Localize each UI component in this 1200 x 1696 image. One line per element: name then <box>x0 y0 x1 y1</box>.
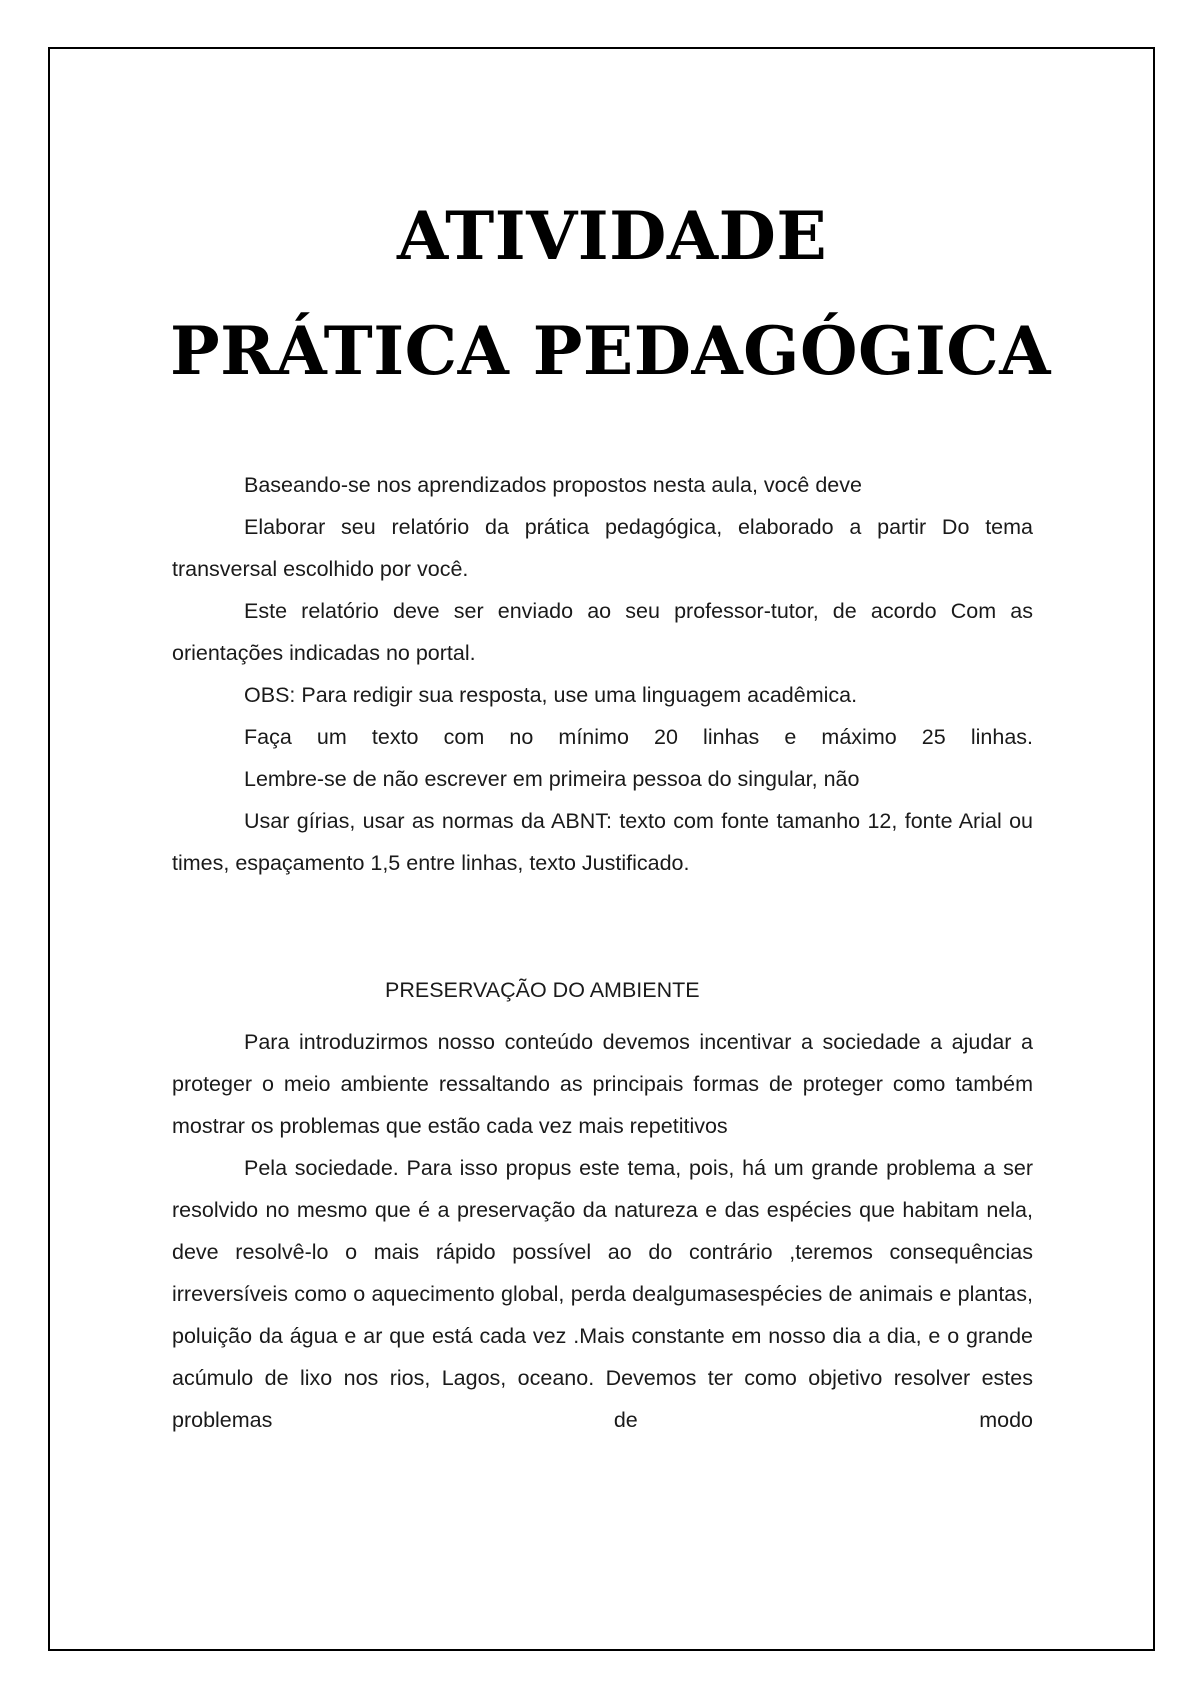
instruction-paragraph: Este relatório deve ser enviado ao seu professor-tutor, de acordo Com as orientações indicadas no portal. <box>172 599 1033 665</box>
section-paragraph: Pela sociedade. Para isso propus este tema, pois, há um grande problema a ser resolvido no mesmo que é a preservação da natureza e das espécies que habitam nela, deve resolvê-lo o mais rápido possível ao do contrário ,teremos consequências irreversíveis como o aquecimento global, perda dealgumasespécies de animais e plantas, poluição da água e ar que está cada vez .Mais constante em nosso dia a dia, e o grande acúmulo de lixo nos rios, Lagos, oceano. Devemos ter como objetivo resolver estes problemas de modo <box>172 1156 1033 1432</box>
instruction-paragraph: Faça um texto com no mínimo 20 linhas e máximo 25 linhas. <box>244 725 1033 749</box>
section-heading-text: PRESERVAÇÃO DO AMBIENTE <box>385 978 700 1002</box>
instructions-block <box>172 464 1033 884</box>
instruction-paragraph: Lembre-se de não escrever em primeira pessoa do singular, não <box>244 767 860 791</box>
instruction-paragraph: Elaborar seu relatório da prática pedagógica, elaborado a partir Do tema transversal escolhido por você. <box>172 515 1033 581</box>
title-line-1: ATIVIDADE <box>397 197 828 275</box>
instruction-paragraph: Baseando-se nos aprendizados propostos nesta aula, você deve <box>244 473 862 497</box>
section-body <box>172 1021 1033 1441</box>
section-paragraph: Para introduzirmos nosso conteúdo devemos incentivar a sociedade a ajudar a proteger o meio ambiente ressaltando as principais formas de proteger como também mostrar os problemas que estão cada vez mais repetitivos <box>172 1030 1033 1138</box>
instruction-paragraph: OBS: Para redigir sua resposta, use uma linguagem acadêmica. <box>244 683 858 707</box>
title-line-2: PRÁTICA PEDAGÓGICA <box>170 312 1051 390</box>
instruction-paragraph: Usar gírias, usar as normas da ABNT: texto com fonte tamanho 12, fonte Arial ou times, espaçamento 1,5 entre linhas, texto Justificado. <box>172 809 1033 875</box>
section-heading <box>172 969 1033 1011</box>
